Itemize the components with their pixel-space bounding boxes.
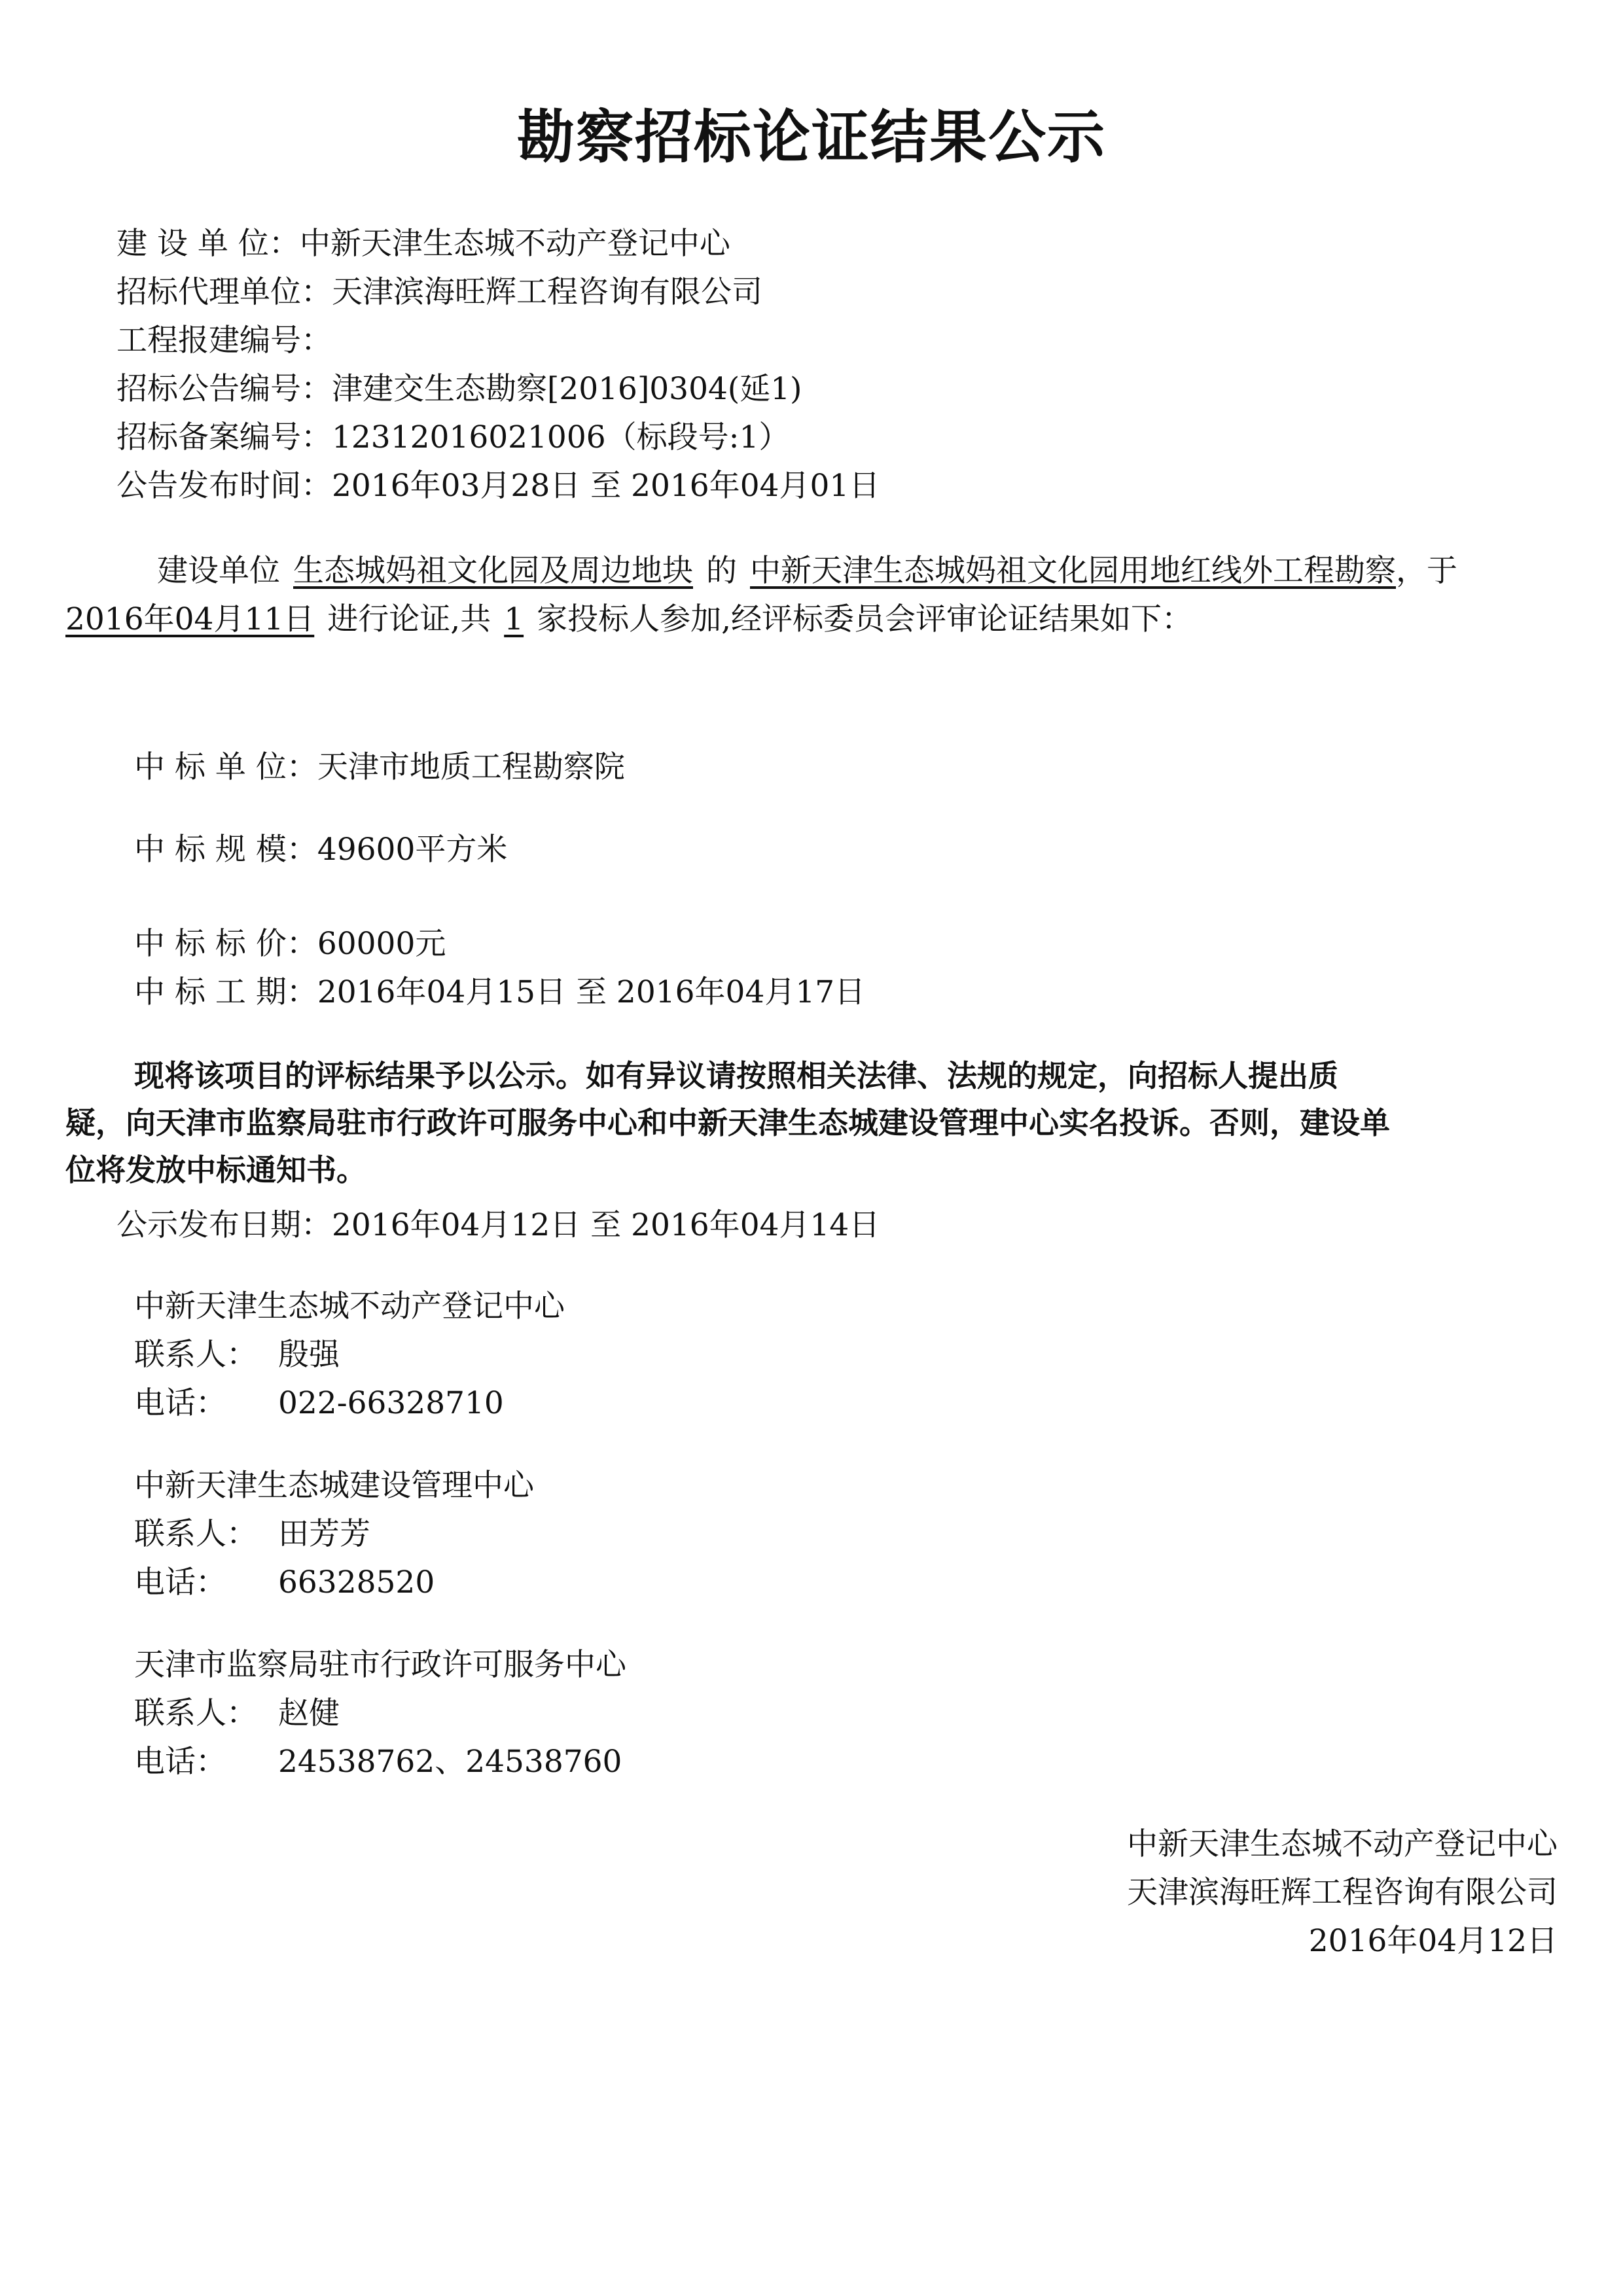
- intro-text-2: 的: [706, 553, 737, 589]
- notice-line-3: 位将发放中标通知书。: [65, 1152, 366, 1188]
- intro-line-1: [157, 547, 1457, 595]
- contact-person-label: 联系人：: [134, 1337, 257, 1373]
- scale-row: [134, 826, 507, 874]
- period-label: 中 标 工 期：: [134, 974, 317, 1010]
- contact-phone-label: 电话：: [134, 1385, 226, 1421]
- owner-value: 中新天津生态城不动产登记中心: [299, 226, 730, 262]
- notice-line-2: 疑，向天津市监察局驻市行政许可服务中心和中新天津生态城建设管理中心实名投诉。否则，建设单: [65, 1105, 1390, 1140]
- intro-project: 中新天津生态城妈祖文化园用地红线外工程勘察: [750, 553, 1396, 589]
- period-value: 2016年04月15日 至 2016年04月17日: [317, 974, 866, 1010]
- publish-time-row: [116, 462, 880, 510]
- intro-text-3: ，于: [1396, 553, 1457, 589]
- project-no-label: 工程报建编号：: [116, 323, 332, 359]
- contact-phone-row: [134, 1738, 622, 1786]
- agent-value: 天津滨海旺辉工程咨询有限公司: [332, 274, 762, 310]
- intro-text-5: 家投标人参加,经评标委员会评审论证结果如下：: [537, 601, 1193, 637]
- record-no-row: [116, 414, 789, 462]
- intro-date: 2016年04月11日: [65, 601, 315, 637]
- price-value: 60000元: [317, 926, 446, 962]
- project-no-row: [116, 317, 332, 365]
- notice-no-row: [116, 365, 802, 414]
- intro-line-2: [65, 595, 1192, 644]
- winner-label: 中 标 单 位：: [134, 749, 317, 785]
- contact-person: 赵健: [278, 1695, 340, 1731]
- scale-label: 中 标 规 模：: [134, 832, 317, 868]
- winner-value: 天津市地质工程勘察院: [317, 749, 625, 785]
- contact-org: 中新天津生态城不动产登记中心: [134, 1288, 565, 1324]
- contact-org: 天津市监察局驻市行政许可服务中心: [134, 1647, 626, 1683]
- record-no-value: 12312016021006（标段号:1）: [332, 419, 790, 455]
- signature-org-1: 中新天津生态城不动产登记中心: [1127, 1826, 1558, 1862]
- signature-date: 2016年04月12日: [1308, 1923, 1558, 1959]
- contact-person: 殷强: [278, 1337, 340, 1373]
- publish-time-label: 公告发布时间：: [116, 468, 332, 504]
- intro-count: 1: [504, 601, 524, 637]
- intro-text-4: 进行论证,共: [327, 601, 491, 637]
- contact-phone: 022-66328710: [278, 1385, 504, 1421]
- notice-no-label: 招标公告编号：: [116, 371, 332, 407]
- record-no-label: 招标备案编号：: [116, 419, 332, 455]
- contact-person: 田芳芳: [278, 1516, 370, 1552]
- announce-row: [116, 1201, 880, 1250]
- intro-text-1: 建设单位: [157, 553, 280, 589]
- contact-org: 中新天津生态城建设管理中心: [134, 1468, 534, 1504]
- contact-person-row: [134, 1689, 340, 1738]
- winner-row: [134, 743, 625, 792]
- notice-no-value: 津建交生态勘察[2016]0304(延1): [332, 371, 802, 407]
- contact-phone-row: [134, 1379, 504, 1428]
- price-row: [134, 920, 446, 968]
- contact-phone: 24538762、24538760: [278, 1744, 622, 1780]
- contact-person-label: 联系人：: [134, 1695, 257, 1731]
- owner-row: [116, 220, 730, 268]
- period-row: [134, 968, 865, 1017]
- scale-value: 49600平方米: [317, 832, 508, 868]
- price-label: 中 标 标 价：: [134, 926, 317, 962]
- document-title: 勘察招标论证结果公示: [516, 103, 1106, 171]
- publish-time-value: 2016年03月28日 至 2016年04月01日: [332, 468, 880, 504]
- contact-person-row: [134, 1331, 340, 1379]
- notice-line-1: 现将该项目的评标结果予以公示。如有异议请按照相关法律、法规的规定，向招标人提出质: [134, 1058, 1338, 1093]
- contact-phone-row: [134, 1559, 435, 1607]
- contact-person-label: 联系人：: [134, 1516, 257, 1552]
- signature-org-2: 天津滨海旺辉工程咨询有限公司: [1127, 1875, 1558, 1911]
- contact-phone: 66328520: [278, 1564, 435, 1600]
- contact-phone-label: 电话：: [134, 1744, 226, 1780]
- owner-label: 建 设 单 位：: [116, 226, 300, 262]
- announce-label: 公示发布日期：: [116, 1207, 332, 1243]
- announce-value: 2016年04月12日 至 2016年04月14日: [332, 1207, 880, 1243]
- agent-label: 招标代理单位：: [116, 274, 332, 310]
- intro-site: 生态城妈祖文化园及周边地块: [293, 553, 693, 589]
- contact-phone-label: 电话：: [134, 1564, 226, 1600]
- agent-row: [116, 268, 762, 317]
- contact-person-row: [134, 1510, 370, 1559]
